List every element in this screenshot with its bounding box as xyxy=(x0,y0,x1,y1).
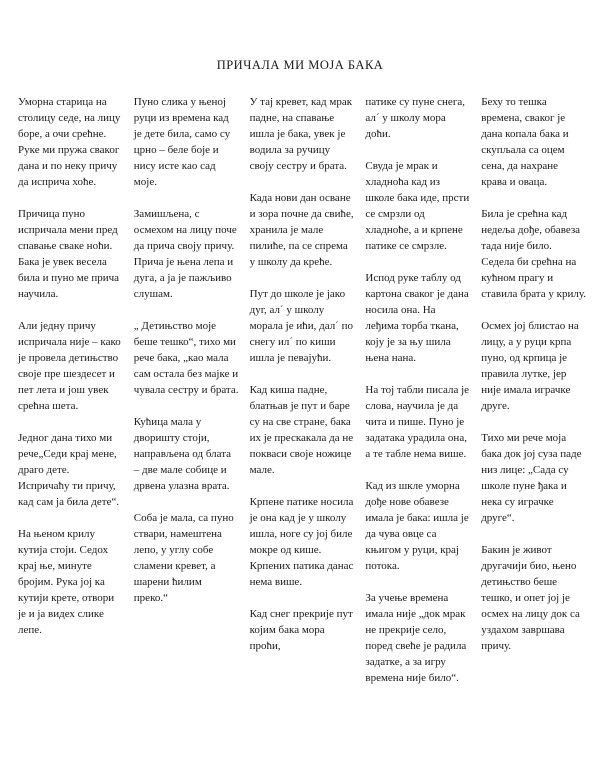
paragraph: Уморна старица на столицу седе, на лицу боре, а очи срећне. Руке ми пружа сваког дана и по неку причу да исприча хоће. xyxy=(18,96,121,188)
text-columns xyxy=(18,94,586,702)
paragraph: Када нови дан осване и зора почне да свиће, хранила је мале пилиће, па се спрема у школу да креће. xyxy=(249,192,354,268)
paragraph: „ Детињство моје беше тешко“, тихо ми рече бака, „као мала сам остала без мајке и чувала сестру и брата. xyxy=(133,320,239,396)
page-title: ПРИЧАЛА МИ МОЈА БАКА xyxy=(216,58,384,72)
paragraph: За учење времена имала није „док мрак не прекрије село, поред свеће је радила задатке, а за игру времена није било“. xyxy=(365,592,467,684)
paragraph: Кућица мала у дворишту стоји, направљена од блата – две мале собице и дрвена улазна врата. xyxy=(133,416,232,492)
text-column-1 xyxy=(18,94,123,702)
paragraph: Беху то тешка времена, сваког је дана копала бака и скупљала са оцем сена, да нахране крава и оваца. xyxy=(481,96,569,188)
paragraph: Али једну причу испричала није – како је провела детињство своје пре шездесет и пет лета и још увек срећна шета. xyxy=(18,320,121,412)
paragraph: Била је срећна кад недеља дође, обавеза тада није било. Седела би срећна на кућном прагу и ставила брата у крилу. xyxy=(481,208,586,300)
paragraph: Крпене патике носила је она кад је у школу ишла, ноге су јој биле мокре од кише. Крпених патика данас нема више. xyxy=(249,496,354,588)
paragraph: Причица пуно испричала мени пред спавање сваке ноћи. Бака је увек весела била и пуно ме прича научила. xyxy=(18,208,120,300)
paragraph: Осмех јој блистао на лицу, а у руци крпа пуно, од крпица је правила лутке, јер није имала играчке друге. xyxy=(481,320,579,412)
paragraph: На њеном крилу кутија стоји. Седох крај ње, минуте бројим. Рука јој ка кутији крете, отвори је и ја видех слике лепе. xyxy=(18,528,115,636)
paragraph: Соба је мала, са пуно ствари, намештена лепо, у углу собе сламени кревет, а шарени ћилим преко.“ xyxy=(133,512,234,604)
paragraph: Замишљена, с осмехом на лицу поче да прича своју причу. Прича је њена лепа и дуга, а ја је пажљиво слушам. xyxy=(133,208,237,300)
paragraph: Кад снег прекрије пут којим бака мора проћи, xyxy=(249,608,353,652)
paragraph: Свуда је мрак и хладноћа кад из школе бака иде, прсти се смрзли од хладноће, а и крпене патике се смрзле. xyxy=(365,160,470,252)
paragraph: Кад киша падне, блатњав је пут и баре су на све стране, бака их је прескакала да не покваси своје ножице мале. xyxy=(249,384,354,476)
paragraph: патике су пуне снега, ал´ у школу мора доћи. xyxy=(365,96,465,140)
paragraph: Пуно слика у њеној руци из времена кад је дете била, само су црно – беле боје и нису исте као сад моје. xyxy=(133,96,231,188)
paragraph: Бакин је живот другачији био, њено детињство беше тешко, и опет јој је осмех на лицу док са уздахом завршава причу. xyxy=(481,544,580,652)
paragraph: Испод руке таблу од картона сваког је дана носила она. На леђима торба ткана, коју је за њу шила њена нана. xyxy=(365,272,469,364)
paragraph: Кад из шкле уморна дође нове обавезе имала је бака: ишла је да чува овце са књигом у руци, крај потока. xyxy=(365,480,469,572)
paragraph: У тај кревет, кад мрак падне, на спавање ишла је бака, увек је водила за ручицу своју сестру и брата. xyxy=(249,96,353,172)
text-column-3 xyxy=(250,94,355,702)
paragraph: Пут до школе је јако дуг, ал´ у школу морала је ићи, дал´ по снегу ил´ по киши ишла је певајући. xyxy=(249,288,353,364)
paragraph: На тој табли писала је слова, научила је да чита и пише. Пуно је задатака урадила она, а те табле нема више. xyxy=(365,384,470,460)
text-column-4 xyxy=(365,94,470,702)
text-column-2 xyxy=(134,94,239,702)
paragraph: Тихо ми рече моја бака док јој суза паде низ лице: „Сада су школе пуне ђака и нека су играчке друге“. xyxy=(481,432,582,524)
text-column-5 xyxy=(481,94,586,702)
paragraph: Једног дана тихо ми рече„Седи крај мене, драго дете. Испричаћу ти причу, кад сам ја била дете“. xyxy=(18,432,120,508)
